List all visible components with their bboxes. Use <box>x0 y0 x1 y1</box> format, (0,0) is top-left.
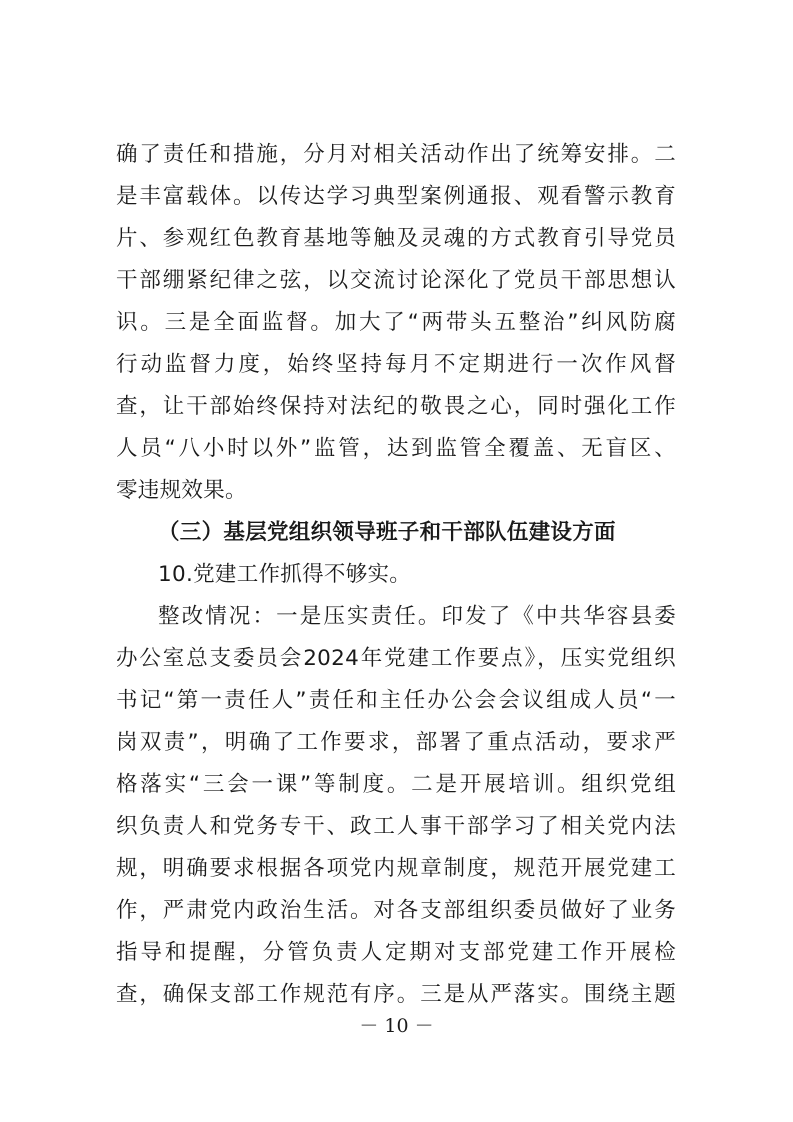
text-line: 规，明确要求根据各项党内规章制度，规范开展党建工 <box>116 856 676 881</box>
text-line: 查，确保支部工作规范有序。三是从严落实。围绕主题 <box>116 982 676 1007</box>
text-line: 行动监督力度，始终坚持每月不定期进行一次作风督 <box>116 352 676 377</box>
text-line: 人员“八小时以外”监管，达到监管全覆盖、无盲区、 <box>116 436 676 461</box>
text-line: 识。三是全面监督。加大了“两带头五整治”纠风防腐 <box>116 310 676 335</box>
section-heading: （三）基层党组织领导班子和干部队伍建设方面 <box>158 520 616 545</box>
text-line: 零违规效果。 <box>116 478 247 503</box>
text-line: 查，让干部始终保持对法纪的敬畏之心，同时强化工作 <box>116 394 676 419</box>
text-line: 干部绷紧纪律之弦，以交流讨论深化了党员干部思想认 <box>116 268 676 293</box>
text-line: 格落实“三会一课”等制度。二是开展培训。组织党组 <box>116 772 676 797</box>
text-line: 岗双责”，明确了工作要求，部署了重点活动，要求严 <box>116 730 676 755</box>
text-line: 办公室总支委员会2024年党建工作要点》，压实党组织 <box>116 646 676 671</box>
text-line: 是丰富载体。以传达学习典型案例通报、观看警示教育 <box>116 184 676 209</box>
text-line: 织负责人和党务专干、政工人事干部学习了相关党内法 <box>116 814 676 839</box>
document-body <box>116 134 676 1016</box>
paragraph-rectification <box>116 596 676 1016</box>
page-number: － 10 － <box>359 1015 434 1037</box>
text-line: 作，严肃党内政治生活。对各支部组织委员做好了业务 <box>116 898 676 923</box>
text-line: 确了责任和措施，分月对相关活动作出了统筹安排。二 <box>116 142 676 167</box>
text-line: 片、参观红色教育基地等触及灵魂的方式教育引导党员 <box>116 226 676 251</box>
paragraph-discipline-education <box>116 134 676 512</box>
text-line: 书记“第一责任人”责任和主任办公会会议组成人员“一 <box>116 688 676 713</box>
item-heading: 10.党建工作抓得不够实。 <box>158 562 412 587</box>
text-line: 整改情况：一是压实责任。印发了《中共华容县委 <box>158 604 676 629</box>
text-line: 指导和提醒，分管负责人定期对支部党建工作开展检 <box>116 940 676 965</box>
